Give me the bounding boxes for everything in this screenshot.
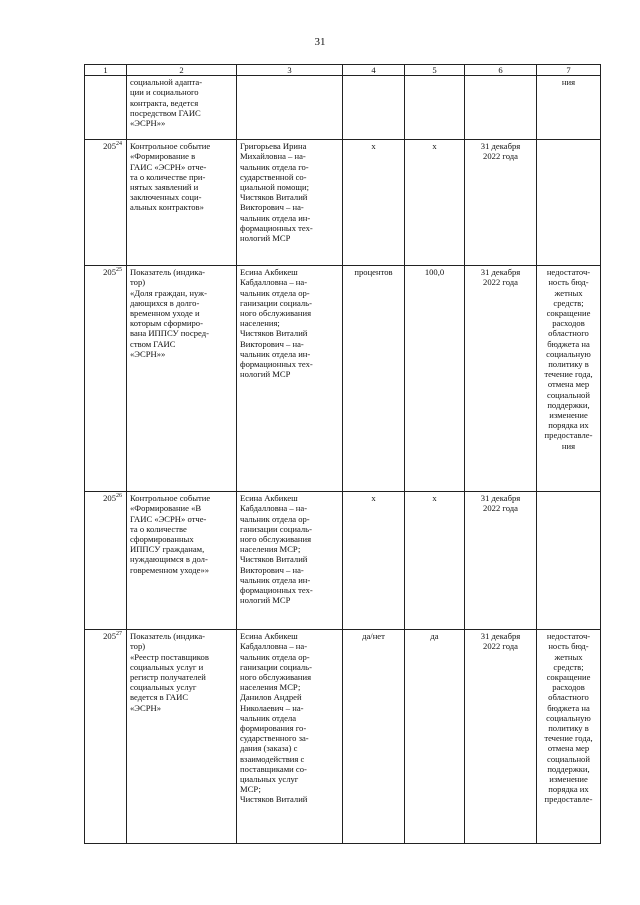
risks (537, 492, 601, 630)
measure-name: Контрольное событие «Формирование в ГАИС «ЭСРН» отче- та о количестве при- нятых заявлений и заключенных соци- альных контрактов» (127, 140, 237, 266)
table-row (85, 76, 601, 140)
unit: процентов (343, 266, 405, 492)
deadline: 31 декабря 2022 года (465, 140, 537, 266)
row-number: $205^{25}$ (85, 266, 127, 492)
measure-name: Показатель (индика- тор) «Доля граждан, нуж- дающихся в долго- временном уходе и которым сформиро- вана ИППСУ посред- ством ГАИС «ЭСРН»» (127, 266, 237, 492)
risks: недостаточ- ность бюд- жетных средств; сокращение расходов областного бюджета на социальную политику в течение года, отмена мер социальной поддержки, изменение порядка их предоставле- ния (537, 266, 601, 492)
unit: x (343, 140, 405, 266)
table-row (85, 492, 601, 630)
measure-name: Контрольное событие «Формирование «В ГАИС «ЭСРН» отче- та о количестве сформированных ИППСУ гражданам, нуждающимся в дол- говременном уходе»» (127, 492, 237, 630)
row-number (85, 76, 127, 140)
deadline (465, 76, 537, 140)
unit: да/нет (343, 630, 405, 844)
table-row (85, 266, 601, 492)
risks: ния (537, 76, 601, 140)
page-number: 31 (314, 36, 326, 48)
deadline: 31 декабря 2022 года (465, 630, 537, 844)
responsible: Есина Акбикеш Кабдалловна – на- чальник отдела ор- ганизации социаль- ного обслуживания населения; Чистяков Виталий Викторович – на- чальник отдела ин- формационных тех- нологий МСР (237, 266, 343, 492)
measures-table (84, 64, 601, 844)
risks: недостаточ- ность бюд- жетных средств; сокращение расходов областного бюджета на социальную политику в течение года, отмена мер социальной поддержки, изменение порядка их предоставле- (537, 630, 601, 844)
unit: x (343, 492, 405, 630)
target-value: 100,0 (405, 266, 465, 492)
target-value: x (405, 492, 465, 630)
deadline: 31 декабря 2022 года (465, 492, 537, 630)
target-value: x (405, 140, 465, 266)
header-cell: 3 (237, 65, 343, 76)
target-value (405, 76, 465, 140)
measure-name: социальной адапта- ции и социального контракта, ведется посредством ГАИС «ЭСРН»» (127, 76, 237, 140)
header-cell: 4 (343, 65, 405, 76)
measure-name: Показатель (индика- тор) «Реестр поставщиков социальных услуг и регистр получателей социальных услуг ведется в ГАИС «ЭСРН» (127, 630, 237, 844)
unit (343, 76, 405, 140)
row-number: $205^{27}$ (85, 630, 127, 844)
row-number: $205^{24}$ (85, 140, 127, 266)
responsible: Григорьева Ирина Михайловна – на- чальник отдела го- сударственной со- циальной помощи; Чистяков Виталий Викторович – на- чальник отдела ин- формационных тех- нологий МСР (237, 140, 343, 266)
table-header-row (85, 65, 601, 76)
risks (537, 140, 601, 266)
header-cell: 5 (405, 65, 465, 76)
responsible (237, 76, 343, 140)
header-cell: 7 (537, 65, 601, 76)
row-number: $205^{26}$ (85, 492, 127, 630)
header-cell: 1 (85, 65, 127, 76)
responsible: Есина Акбикеш Кабдалловна – на- чальник отдела ор- ганизации социаль- ного обслуживания населения МСР; Чистяков Виталий Викторович – на- чальник отдела ин- формационных тех- нологий МСР (237, 492, 343, 630)
table-row (85, 630, 601, 844)
table-row (85, 140, 601, 266)
responsible: Есина Акбикеш Кабдалловна – на- чальник отдела ор- ганизации социаль- ного обслуживания населения МСР; Данилов Андрей Николаевич – на- чальник отдела формирования го- сударственного за- дания (заказа) с взаимодействия с поставщиками со- циальных услуг МСР; Чистяков Виталий (237, 630, 343, 844)
header-cell: 6 (465, 65, 537, 76)
header-cell: 2 (127, 65, 237, 76)
deadline: 31 декабря 2022 года (465, 266, 537, 492)
target-value: да (405, 630, 465, 844)
